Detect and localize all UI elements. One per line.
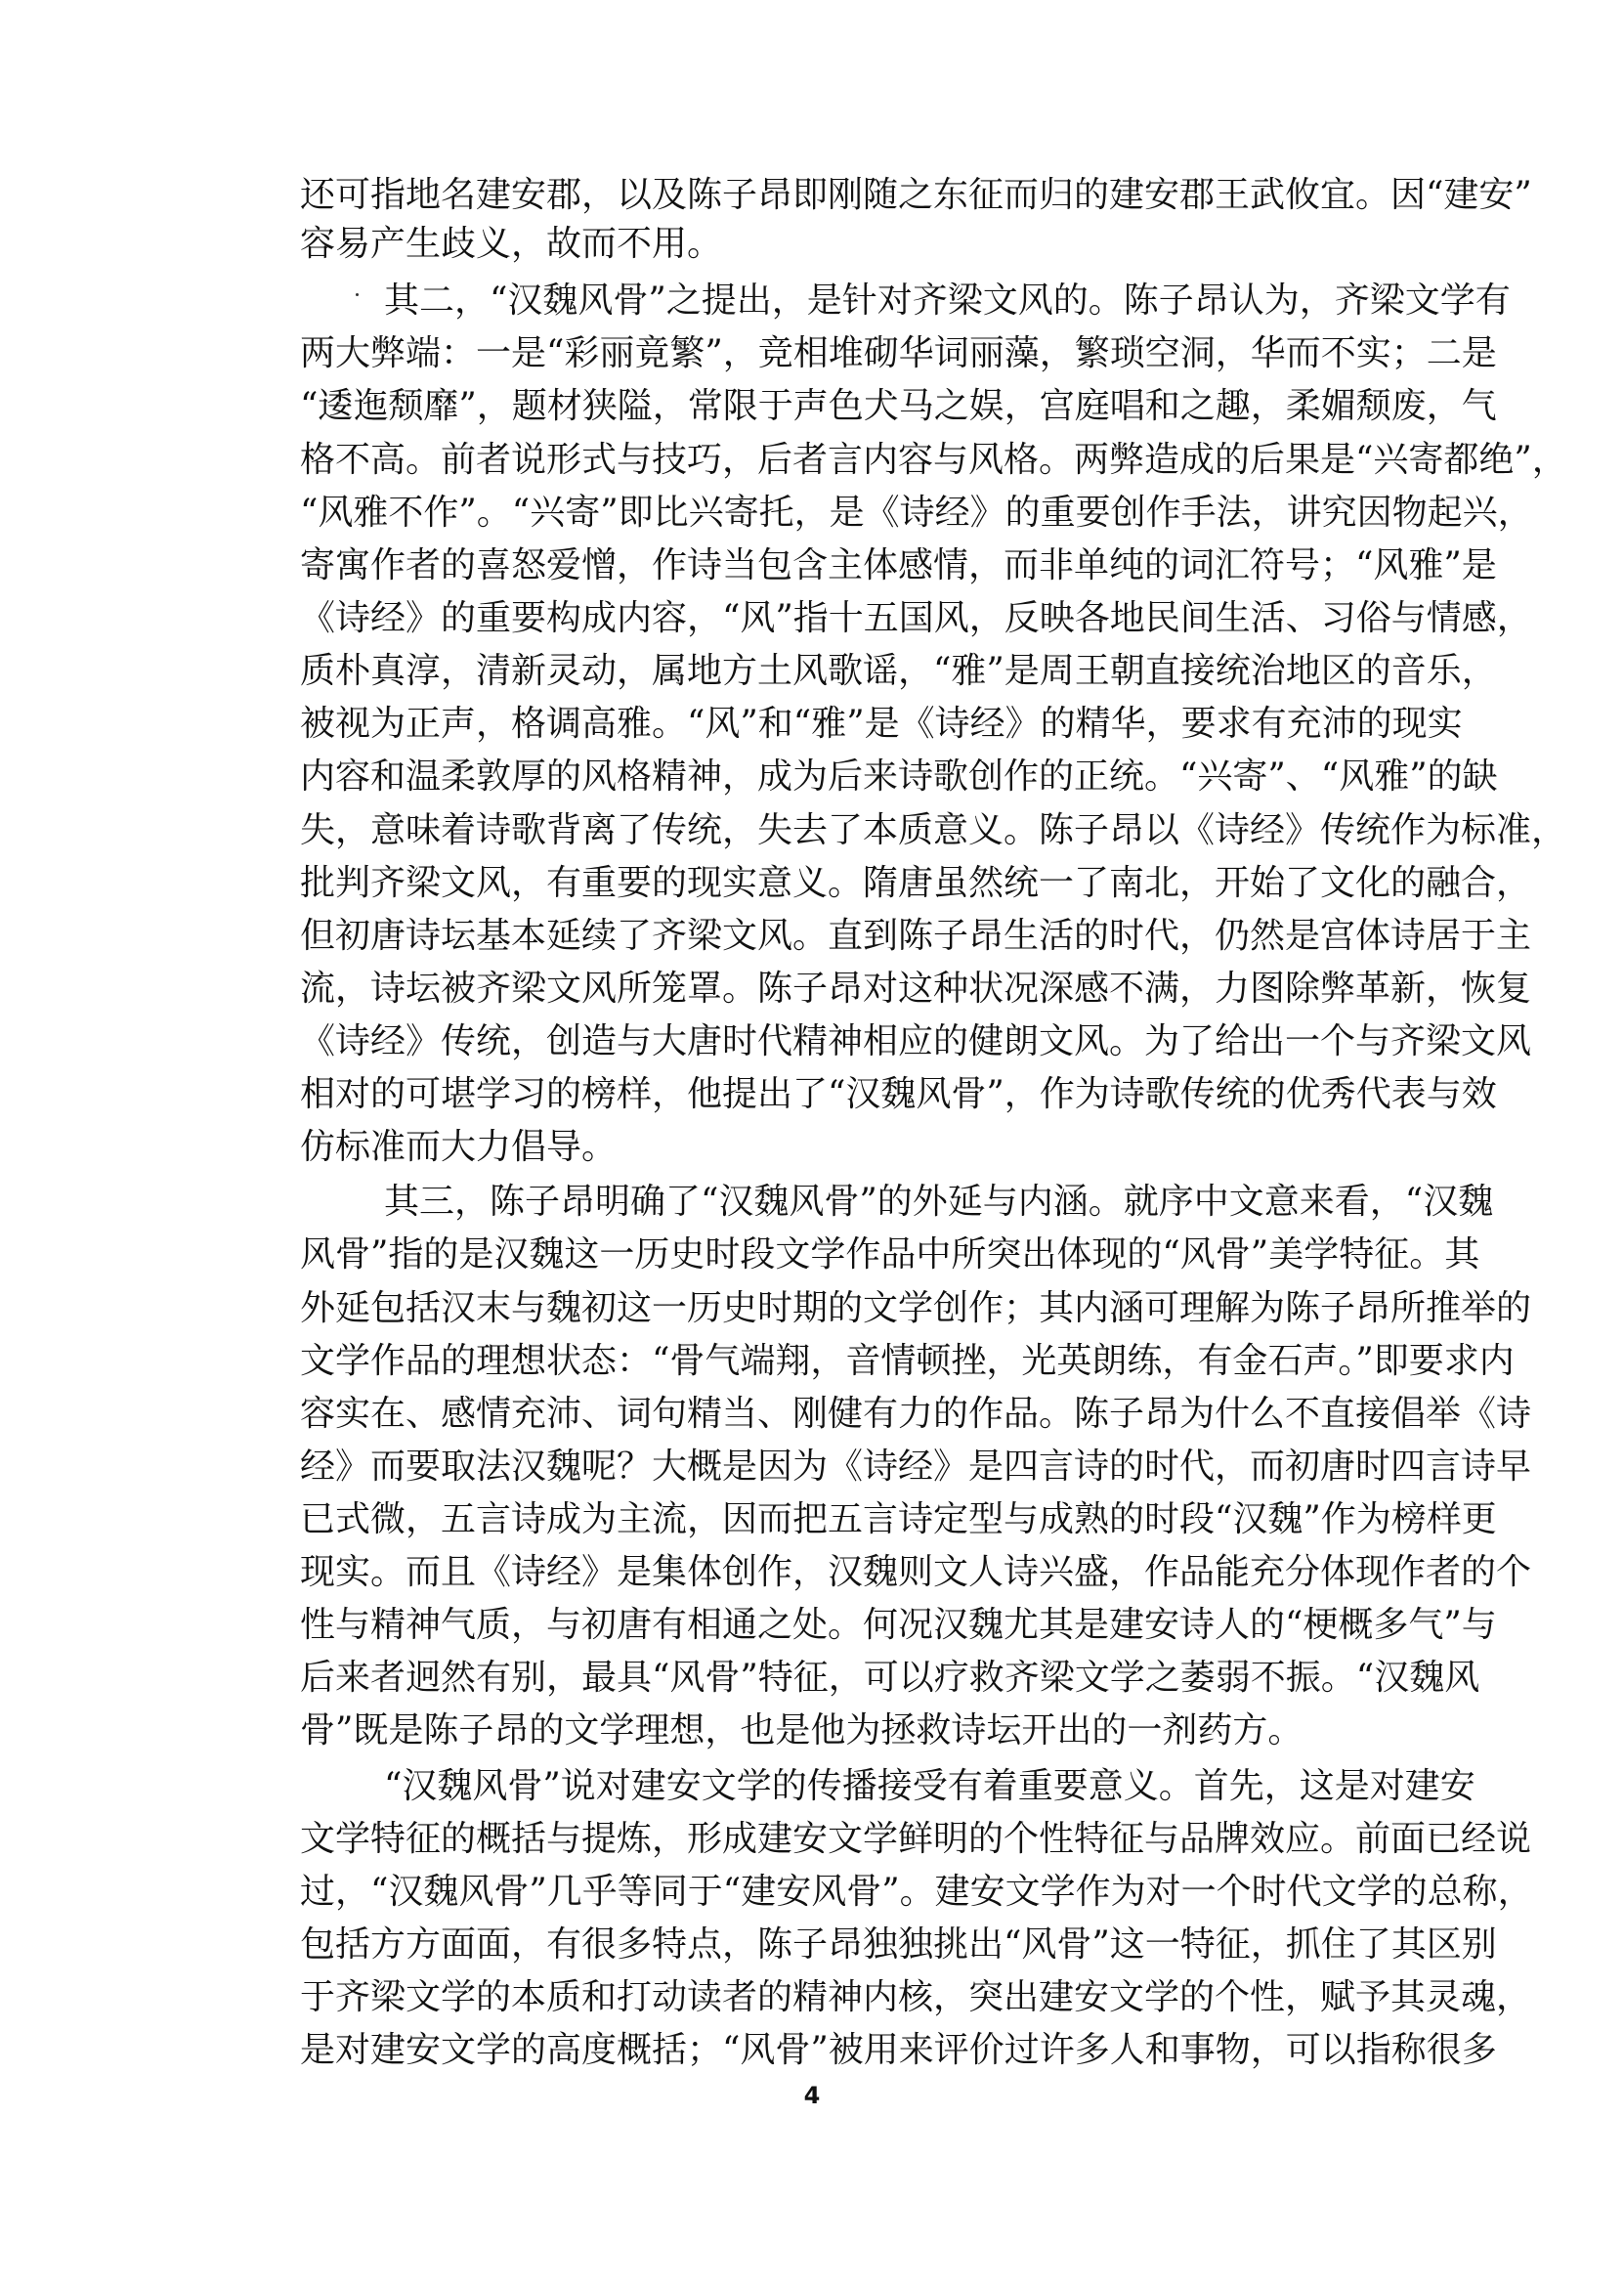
text-line: 包括方方面面，有很多特点，陈子昂独独挑出“风骨”这一特征，抓住了其区别 bbox=[300, 1924, 1497, 1965]
text-line: 两大弊端：一是“彩丽竟繁”，竞相堆砌华词丽藻，繁琐空洞，华而不实；二是 bbox=[300, 333, 1497, 373]
text-line: 内容和温柔敦厚的风格精神，成为后来诗歌创作的正统。“兴寄”、“风雅”的缺 bbox=[300, 756, 1498, 797]
text-line: 经》而要取法汉魏呢？大概是因为《诗经》是四言诗的时代，而初唐时四言诗早 bbox=[300, 1447, 1532, 1487]
paragraph-start-line: “汉魏风骨”说对建安文学的传播接受有着重要意义。首先，这是对建安 bbox=[384, 1766, 1475, 1806]
text-line: 质朴真淳，清新灵动，属地方土风歌谣，“雅”是周王朝直接统治地区的音乐， bbox=[300, 651, 1497, 691]
text-line: 性与精神气质，与初唐有相通之处。何况汉魏尤其是建安诗人的“梗概多气”与 bbox=[300, 1605, 1497, 1645]
text-line: 已式微，五言诗成为主流，因而把五言诗定型与成熟的时段“汉魏”作为榜样更 bbox=[300, 1499, 1497, 1539]
text-line: 批判齐梁文风，有重要的现实意义。隋唐虽然统一了南北，开始了文化的融合， bbox=[300, 863, 1532, 903]
text-line: 寄寓作者的喜怒爱憎，作诗当包含主体感情，而非单纯的词汇符号；“风雅”是 bbox=[300, 545, 1497, 585]
paragraph-start-line: 其二，“汉魏风骨”之提出，是针对齐梁文风的。陈子昂认为，齐梁文学有 bbox=[384, 281, 1511, 321]
text-line: 风骨”指的是汉魏这一历史时段文学作品中所突出体现的“风骨”美学特征。其 bbox=[300, 1234, 1480, 1275]
text-line: 容实在、感情充沛、词句精当、刚健有力的作品。陈子昂为什么不直接倡举《诗 bbox=[300, 1394, 1532, 1434]
text-line: 文学特征的概括与提炼，形成建安文学鲜明的个性特征与品牌效应。前面已经说 bbox=[300, 1819, 1532, 1859]
text-line: 过，“汉魏风骨”几乎等同于“建安风骨”。建安文学作为对一个时代文学的总称， bbox=[300, 1872, 1533, 1912]
scan-speck bbox=[356, 293, 359, 296]
text-line: 但初唐诗坛基本延续了齐梁文风。直到陈子昂生活的时代，仍然是宫体诗居于主 bbox=[300, 916, 1532, 956]
text-line: 是对建安文学的高度概括；“风骨”被用来评价过许多人和事物，可以指称很多 bbox=[300, 2030, 1497, 2070]
text-line: “逶迤颓靡”，题材狭隘，常限于声色犬马之娱，宫庭唱和之趣，柔媚颓废，气 bbox=[300, 386, 1497, 426]
text-line: 外延包括汉末与魏初这一历史时期的文学创作；其内涵可理解为陈子昂所推举的 bbox=[300, 1288, 1532, 1328]
paragraph-start-line: 其三，陈子昂明确了“汉魏风骨”的外延与内涵。就序中文意来看，“汉魏 bbox=[384, 1182, 1494, 1222]
text-line: 于齐梁文学的本质和打动读者的精神内核，突出建安文学的个性，赋予其灵魂， bbox=[300, 1977, 1532, 2017]
text-line: 文学作品的理想状态：“骨气端翔，音情顿挫，光英朗练，有金石声。”即要求内 bbox=[300, 1341, 1515, 1381]
text-line: 失，意味着诗歌背离了传统，失去了本质意义。陈子昂以《诗经》传统作为标准， bbox=[300, 810, 1567, 850]
text-line: 流，诗坛被齐梁文风所笼罩。陈子昂对这种状况深感不满，力图除弊革新，恢复 bbox=[300, 969, 1532, 1009]
text-line: 《诗经》传统，创造与大唐时代精神相应的健朗文风。为了给出一个与齐梁文风 bbox=[300, 1021, 1532, 1061]
text-line: 格不高。前者说形式与技巧，后者言内容与风格。两弊造成的后果是“兴寄都绝”， bbox=[300, 440, 1567, 480]
text-line: 容易产生歧义，故而不用。 bbox=[300, 224, 723, 264]
text-line: 《诗经》的重要构成内容，“风”指十五国风，反映各地民间生活、习俗与情感， bbox=[300, 598, 1532, 638]
page-number: 4 bbox=[803, 2082, 821, 2109]
text-line: 骨”既是陈子昂的文学理想，也是他为拯救诗坛开出的一剂药方。 bbox=[300, 1710, 1303, 1750]
text-line: 现实。而且《诗经》是集体创作，汉魏则文人诗兴盛，作品能充分体现作者的个 bbox=[300, 1552, 1532, 1592]
text-line: “风雅不作”。“兴寄”即比兴寄托，是《诗经》的重要创作手法，讲究因物起兴， bbox=[300, 493, 1533, 533]
text-line: 后来者迥然有别，最具“风骨”特征，可以疗救齐梁文学之萎弱不振。“汉魏风 bbox=[300, 1658, 1480, 1698]
text-line: 还可指地名建安郡，以及陈子昂即刚随之东征而归的建安郡王武攸宜。因“建安” bbox=[300, 175, 1532, 215]
text-line: 仿标准而大力倡导。 bbox=[300, 1127, 618, 1167]
text-line: 相对的可堪学习的榜样，他提出了“汉魏风骨”，作为诗歌传统的优秀代表与效 bbox=[300, 1074, 1497, 1114]
text-line: 被视为正声，格调高雅。“风”和“雅”是《诗经》的精华，要求有充沛的现实 bbox=[300, 704, 1463, 744]
